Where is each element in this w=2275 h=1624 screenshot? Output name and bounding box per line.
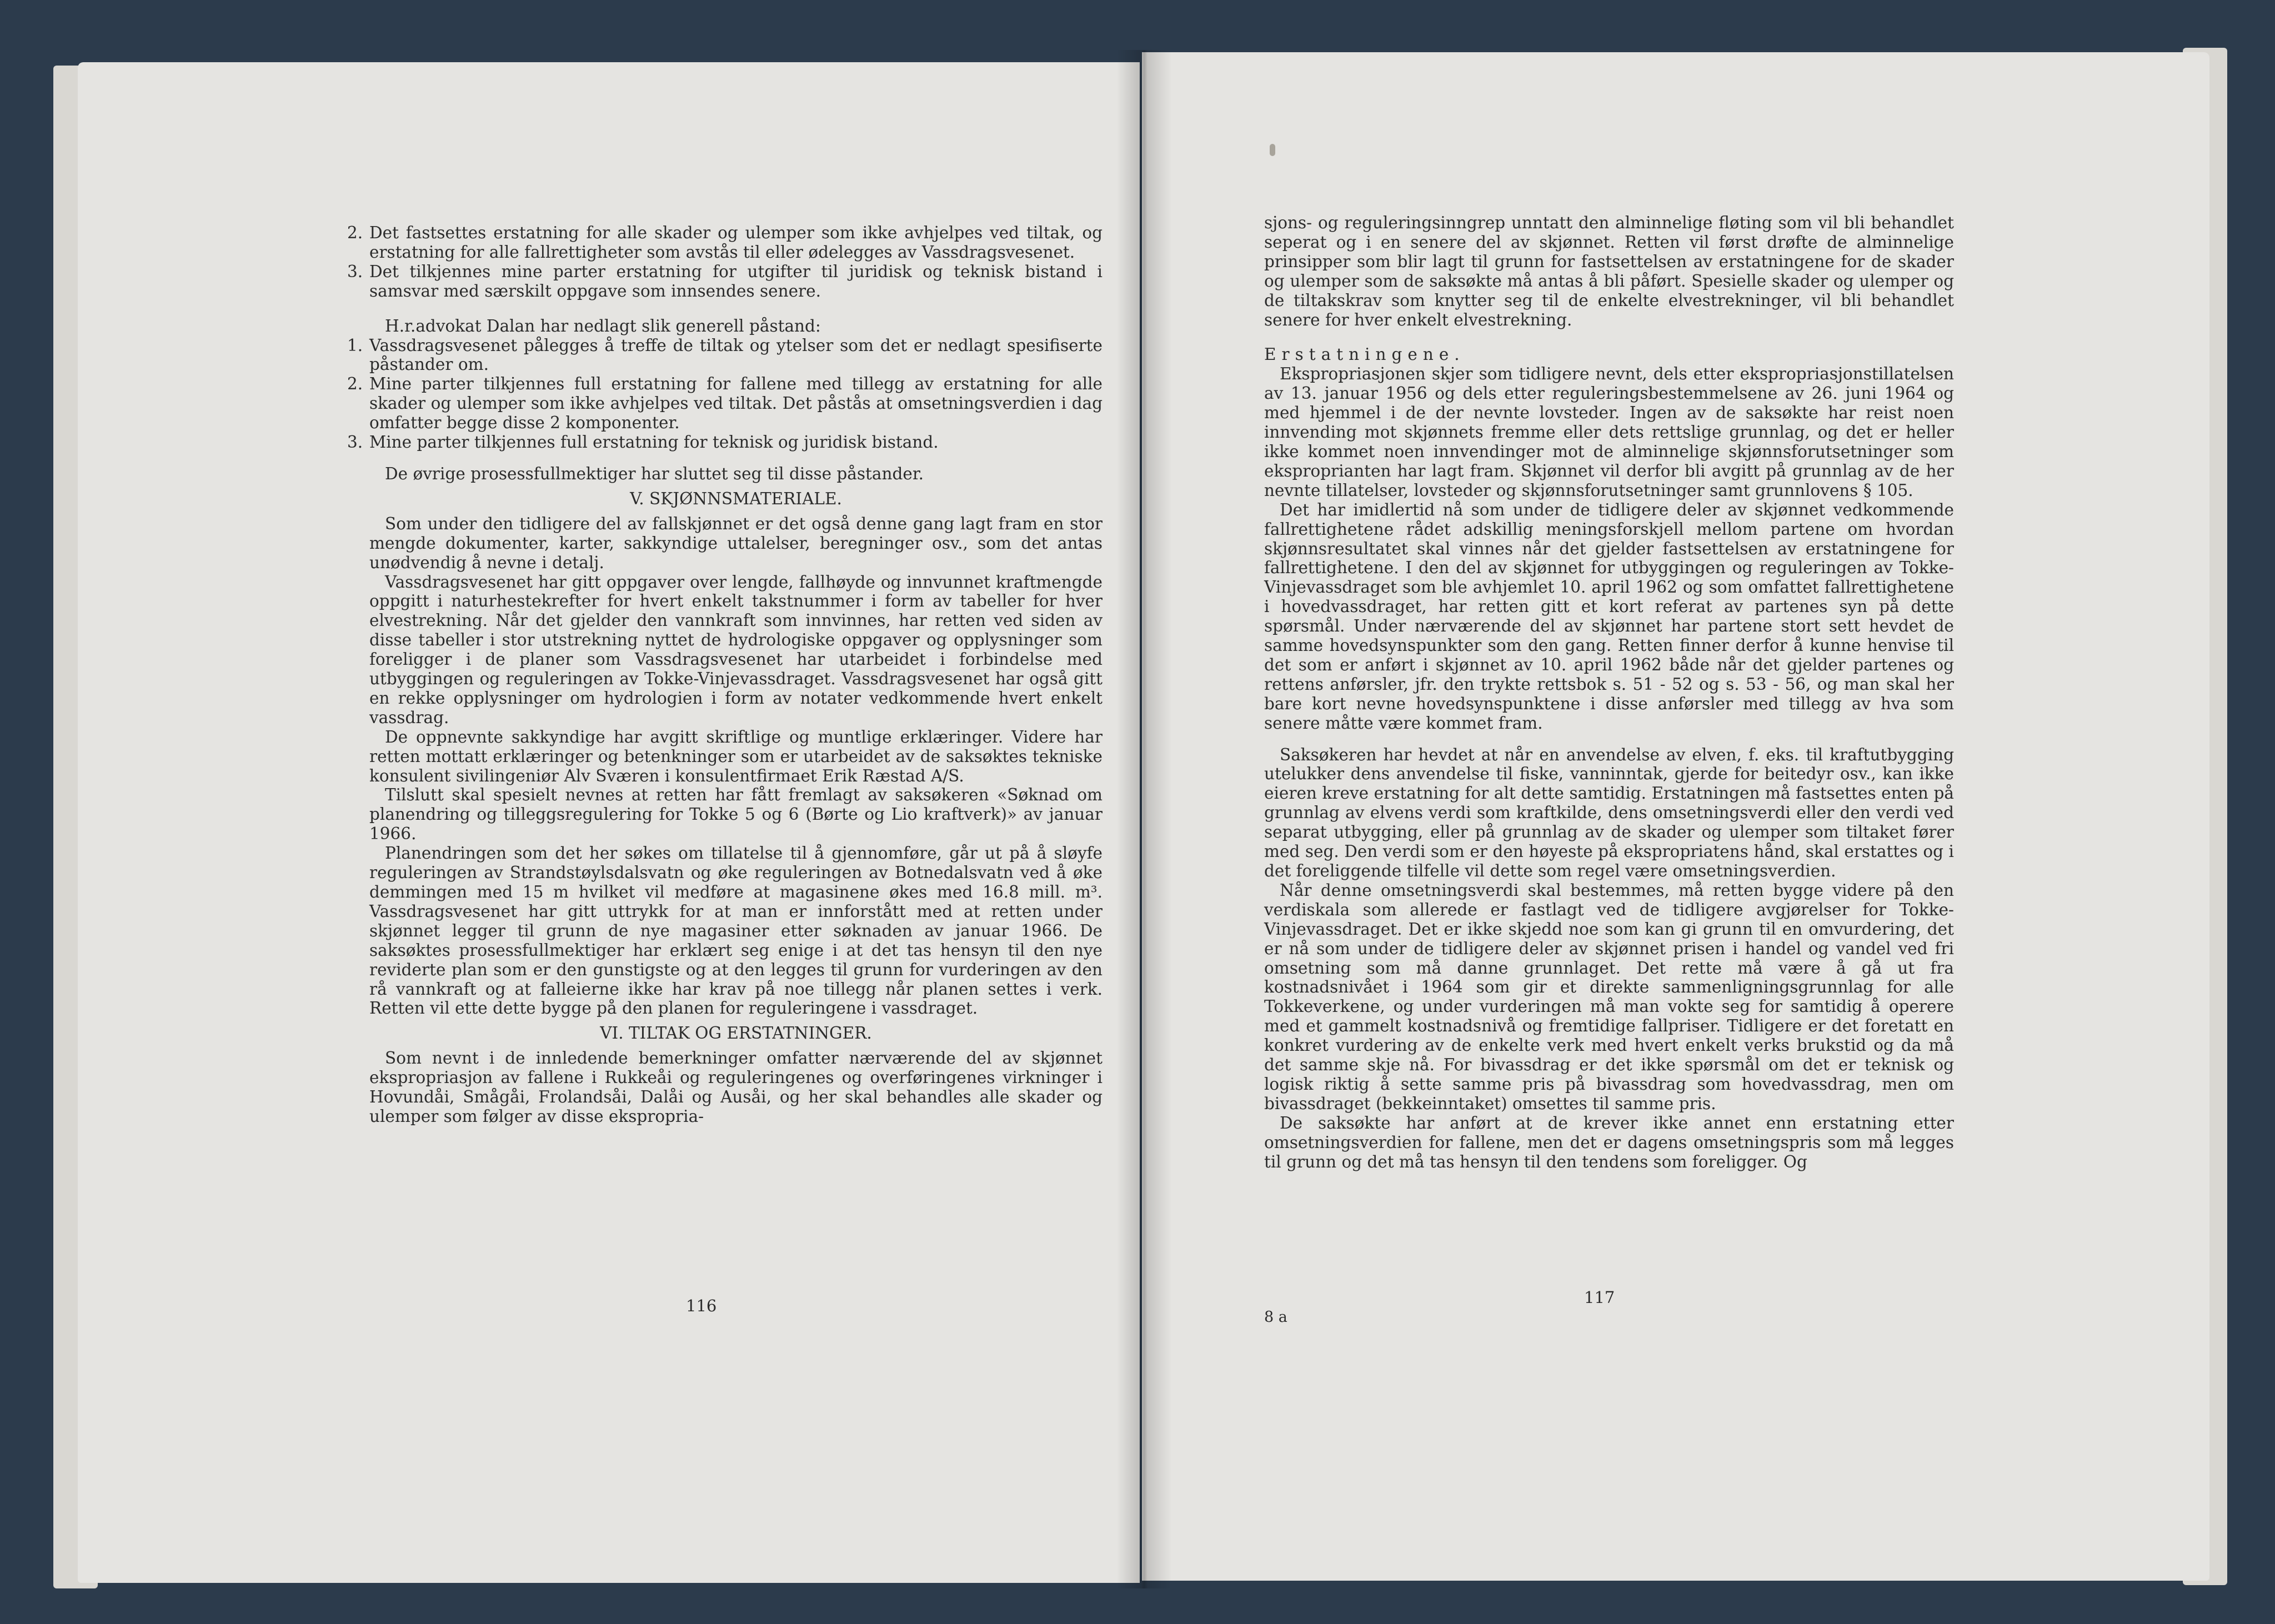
paragraph: Som nevnt i de innledende bemerkninger omfatter nærværende del av skjønnet ekspropriasjon av fallene i Rukkeåi og reguleringenes og overføringenes virkninger i Hovundåi, Smågåi, Frolandsåi, Dalåi og Ausåi, og her skal behandles alle skader og ulemper som følger av disse ekspropria- <box>369 1049 1103 1126</box>
page-number: 116 <box>686 1296 717 1315</box>
paragraph: Som under den tidligere del av fallskjønnet er det også denne gang lagt fram en stor mengde dokumenter, karter, sakkyndige uttalelser, beregninger osv., som det antas unødvendig å nevne i detalj. <box>369 514 1103 572</box>
paragraph: Planendringen som det her søkes om tillatelse til å gjennomføre, går ut på å sløyfe reguleringen av Strandstøylsdalsvatn og øke reguleringen av Botnedalsvatn ved å øke demmingen med 15 m hvilket vil medføre at magasinene økes med 16.8 mill. m³. Vassdragsvesenet har gitt uttrykk for at man er innforstått med at retten under skjønnet legger til grunn de nye magasiner etter søknaden av januar 1966. De saksøktes prosessfullmektiger har erklært seg enige i at det tas hensyn til den nye reviderte plan som er den gunstigste og at den legges til grunn for vurderingen av den rå vannkraft og at falleierne ikke har krav på noe tillegg når planen settes i verk. Retten vil ette dette bygge på den planen for reguleringene i vassdraget. <box>369 844 1103 1018</box>
paragraph: Vassdragsvesenet har gitt oppgaver over lengde, fallhøyde og innvunnet kraftmengde oppgitt i naturhestekrefter for hvert enkelt takstnummer i form av tabeller for hver elvestrekning. Når det gjelder den vannkraft som innvinnes, har retten ved siden av disse tabeller i stor utstrekning nyttet de hydrologiske oppgaver og opplysninger som foreligger i de planer som Vassdragsvesenet har utarbeidet i forbindelse med utbyggingen og reguleringen av Tokke-Vinjevassdraget. Vassdragsvesenet har også gitt en rekke opplysninger om hydrologien i form av notater vedkommende hvert enkelt vassdrag. <box>369 572 1103 727</box>
page-number: 117 <box>1584 1288 1615 1307</box>
book-gutter <box>1116 50 1172 1588</box>
claim-item: 3. Det tilkjennes mine parter erstatning for utgifter til juridisk og teknisk bistand i samsvar med særskilt oppgave som innsendes senere. <box>347 262 1103 300</box>
right-page-text <box>1264 213 1954 1172</box>
paragraph: Tilslutt skal spesielt nevnes at retten har fått fremlagt av saksøkeren «Søknad om planendring og tilleggsregulering for Tokke 5 og 6 (Børte og Lio kraftverk)» av januar 1966. <box>369 785 1103 844</box>
paragraph: sjons- og reguleringsinngrep unntatt den alminnelige fløting som vil bli behandlet seperat og i en senere del av skjønnet. Retten vil først drøfte de alminnelige prinsipper som blir lagt til grunn for fastsettelsen av erstatningene for de skader og ulemper som de saksøkte må antas å bli påført. Spesielle skader og ulemper og de tiltakskrav som knytter seg til de enkelte elvestrekninger, vil bli behandlet senere for hver enkelt elvestrekning. <box>1264 213 1954 329</box>
claim-item: 1. Vassdragsvesenet pålegges å treffe de tiltak og ytelser som det er nedlagt spesifiserte påstander om. <box>347 335 1103 374</box>
paragraph: Saksøkeren har hevdet at når en anvendelse av elven, f. eks. til kraftutbygging utelukker dens anvendelse til fiske, vanninntak, gjerde for beitedyr osv., kan ikke eieren kreve erstatning for alt dette samtidig. Erstatningen må fastsettes enten på grunnlag av elvens verdi som kraftkilde, dens omsetningsverdi eller den verdi ved separat utbygging, eller på grunnlag av de skader og ulemper som tiltaket fører med seg. Den verdi som er den høyeste på ekspropriatens hånd, skal erstattes og i det foreliggende tilfelle vil dette som regel være omsetningsverdien. <box>1264 745 1954 880</box>
paragraph: Når denne omsetningsverdi skal bestemmes, må retten bygge videre på den verdiskala som allerede er fastlagt ved de tidligere avgjørelser for Tokke-Vinjevassdraget. Det er ikke skjedd noe som kan gi grunn til en omvurdering, det er nå som under de tidligere deler av skjønnet prisen i handel og vandel ved fri omsetning som må danne grunnlaget. Det rette må være å gå ut fra kostnadsnivået i 1964 som gir et direkte sammenligningsgrunnlag for alle Tokkeverkene, og under vurderingen må man vokte seg for samtidig å operere med et gammelt kostnadsnivå og fremtidige fallpriser. Tidligere er det foretatt en konkret vurdering av de enkelte verk med hvert enkelt verks brukstid og da må det samme skje nå. For bivassdrag er det ikke spørsmål om det er teknisk og logisk riktig å sette samme pris på bivassdrag som hovedvassdrag, men om bivassdraget (bekkeinntaket) omsettes til samme pris. <box>1264 880 1954 1113</box>
paragraph: De oppnevnte sakkyndige har avgitt skriftlige og muntlige erklæringer. Videre har retten mottatt erklæringer og betenkninger som er utarbeidet av de saksøktes tekniske konsulent sivilingeniør Alv Sværen i konsulentfirmaet Erik Ræstad A/S. <box>369 727 1103 785</box>
section-5-heading: V. SKJØNNSMATERIALE. <box>630 489 842 508</box>
claim-item: 2. Det fastsettes erstatning for alle skader og ulemper som ikke avhjelpes ved tiltak, og erstatning for alle fallrettigheter som avstås til eller ødelegges av Vassdragsvesenet. <box>347 223 1103 262</box>
ink-spot <box>1270 144 1275 156</box>
dalan-intro: H.r.advokat Dalan har nedlagt slik generell påstand: <box>385 316 821 335</box>
right-page <box>1142 52 2209 1581</box>
claim-item: 2. Mine parter tilkjennes full erstatning for fallene med tillegg av erstatning for alle skader og ulemper som ikke avhjelpes ved tiltak. Det påstås at omsetningsverdien i dag omfatter begge disse 2 komponenter. <box>347 374 1103 433</box>
subheading: Erstatningene. <box>1264 345 1465 364</box>
left-page <box>78 62 1140 1583</box>
claim-item: 3. Mine parter tilkjennes full erstatning for teknisk og juridisk bistand. <box>347 433 939 452</box>
paragraph: De saksøkte har anført at de krever ikke annet enn erstatning etter omsetningsverdien for fallene, men det er dagens omsetningspris som må legges til grunn og det må tas hensyn til den tendens som foreligger. Og <box>1264 1113 1954 1171</box>
left-page-text <box>347 223 1103 1126</box>
section-6-heading: VI. TILTAK OG ERSTATNINGER. <box>600 1024 872 1043</box>
paragraph: Ekspropriasjonen skjer som tidligere nevnt, dels etter ekspropriasjonstillatelsen av 13. januar 1956 og dels etter reguleringsbestemmelsene av 26. juni 1964 og med hjemmel i de der nevnte lovsteder. Ingen av de saksøkte har reist noen innvending mot skjønnets fremme eller dets rettslige grunnlag, og det er heller ikke kommet noen innvendinger mot de alminnelige skjønnsforutsetninger som eksproprianten har lagt fram. Skjønnet vil derfor bli avgitt på grunnlag av de her nevnte tillatelser, lovsteder og skjønnsforutsetninger samt grunnlovens § 105. <box>1264 364 1954 500</box>
others-joined: De øvrige prosessfullmektiger har sluttet seg til disse påstander. <box>385 464 924 483</box>
paragraph: Det har imidlertid nå som under de tidligere deler av skjønnet vedkommende fallrettighetene rådet adskillig meningsforskjell mellom partene om hvordan skjønnsresultatet skal vinnes når det gjelder fastsettelsen av erstatningene for fallrettighetene. I den del av skjønnet for utbyggingen og reguleringen av Tokke-Vinjevassdraget som ble avhjemlet 10. april 1962 og som omfattet fallrettighetene i hovedvassdraget, har retten gitt et kort referat av partenes syn på dette spørsmål. Under nærværende del av skjønnet har partene stort sett hevdet de samme hovedsynspunkter som den gang. Retten finner derfor å kunne henvise til det som er anført i skjønnet av 10. april 1962 både når det gjelder partenes og rettens anførsler, jfr. den trykte rettsbok s. 51 - 52 og s. 53 - 56, og man skal her bare kort nevne hovedsynspunktene i disse anførsler med tillegg av hva som senere måtte være kommet fram. <box>1264 500 1954 733</box>
signature-mark: 8 a <box>1264 1309 1287 1326</box>
